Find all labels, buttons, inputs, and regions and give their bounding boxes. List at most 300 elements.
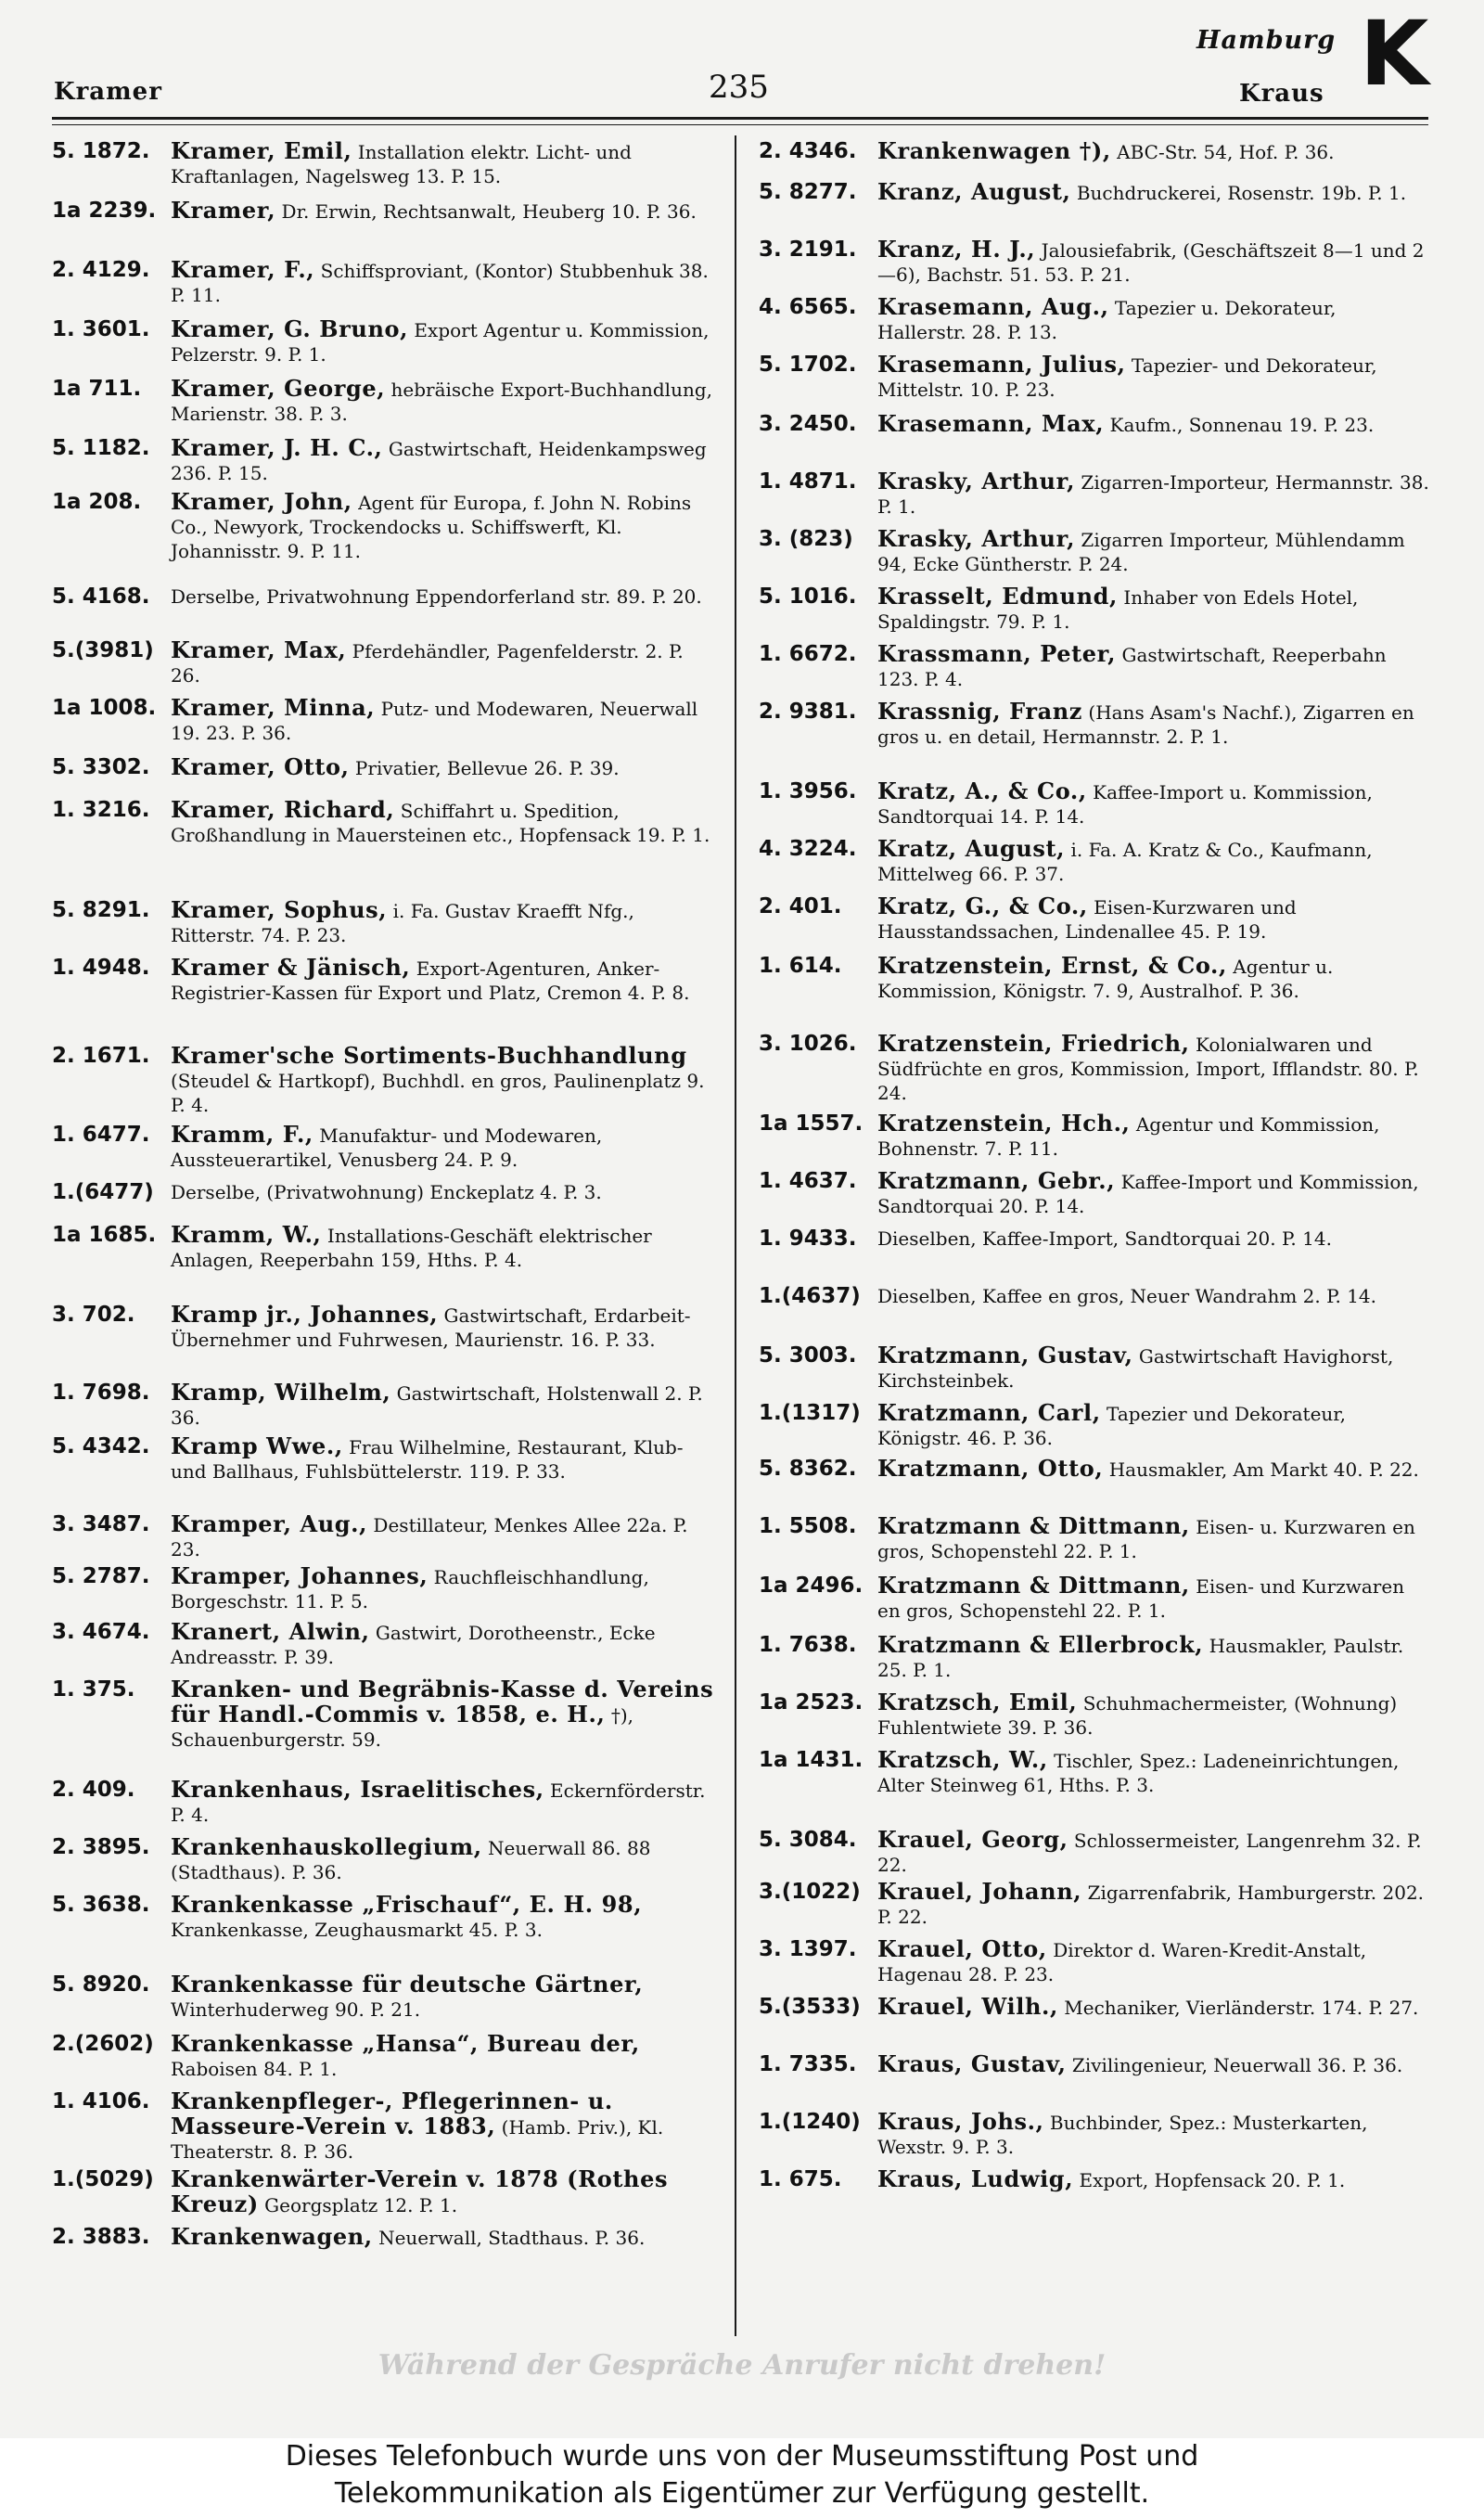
directory-entry bbox=[52, 2089, 714, 2164]
entry-name: Kratz, A., & Co., bbox=[877, 777, 1087, 804]
entry-details: Dr. Erwin, Rechtsanwalt, Heuberg 10. P. 36. bbox=[275, 200, 697, 223]
entry-details: Gastwirtschaft, Reeperbahn 123. P. 4. bbox=[877, 644, 1387, 690]
entry-details: Kaffee-Import und Kommission, Sandtorquai 20. P. 14. bbox=[877, 1171, 1419, 1217]
entry-name: Kramer, J. H. C., bbox=[171, 434, 383, 461]
entry-name: Kranert, Alwin, bbox=[171, 1618, 370, 1645]
directory-entry bbox=[759, 1828, 1430, 1877]
phone-number: 2. 409. bbox=[52, 1778, 135, 1802]
phone-number: 1.(5029) bbox=[52, 2167, 154, 2191]
entry-text bbox=[171, 585, 714, 609]
phone-number: 1. 4637. bbox=[759, 1169, 857, 1193]
directory-entry bbox=[759, 1343, 1430, 1393]
entry-name: Kramer, Richard, bbox=[171, 796, 395, 823]
entry-details: Schuhmachermeister, (Wohnung) Fuhlentwiete 39. P. 36. bbox=[877, 1692, 1398, 1739]
entry-name: Kramp jr., Johannes, bbox=[171, 1301, 439, 1328]
phone-number: 3. (823) bbox=[759, 527, 853, 551]
entry-name: Kratzenstein, Ernst, & Co., bbox=[877, 952, 1227, 979]
directory-entry bbox=[52, 1620, 714, 1669]
entry-text bbox=[877, 837, 1430, 886]
entry-name: Krankenwagen, bbox=[171, 2223, 373, 2250]
directory-entry bbox=[759, 837, 1430, 886]
entry-name: Kranz, H. J., bbox=[877, 236, 1036, 263]
entry-text bbox=[877, 1690, 1430, 1740]
phone-number: 3. 1026. bbox=[759, 1032, 857, 1056]
entry-details: Tapezier und Dekorateur, Königstr. 46. P. 36. bbox=[877, 1403, 1347, 1449]
directory-entry bbox=[52, 1835, 714, 1884]
header-rule bbox=[52, 117, 1428, 120]
phone-number: 1a 711. bbox=[52, 377, 142, 401]
entry-name: Krassnig, Franz bbox=[877, 698, 1083, 725]
phone-number: 1. 4871. bbox=[759, 469, 857, 494]
entry-text bbox=[171, 1044, 714, 1117]
phone-number: 1.(4637) bbox=[759, 1284, 861, 1308]
directory-entry bbox=[52, 1381, 714, 1430]
entry-details: Winterhuderweg 90. P. 21. bbox=[171, 1998, 421, 2021]
entry-name: Krasemann, Aug., bbox=[877, 293, 1109, 320]
entry-details: Dieselben, Kaffee en gros, Neuer Wandrahm 2. P. 14. bbox=[877, 1285, 1377, 1307]
directory-entry bbox=[52, 585, 714, 609]
phone-number: 2. 1671. bbox=[52, 1044, 150, 1068]
phone-number: 1.(6477) bbox=[52, 1180, 154, 1204]
phone-number: 3. 702. bbox=[52, 1303, 135, 1327]
directory-entry bbox=[52, 638, 714, 687]
directory-entry bbox=[52, 2032, 714, 2081]
entry-details: Manufaktur- und Modewaren, Aussteuerartikel, Venusberg 24. P. 9. bbox=[171, 1124, 603, 1171]
phone-number: 1a 1008. bbox=[52, 696, 157, 720]
phone-number: 3. 1397. bbox=[759, 1937, 857, 1961]
entry-name: Kraus, Gustav, bbox=[877, 2050, 1067, 2077]
phone-number: 5. 1182. bbox=[52, 436, 150, 460]
entry-text bbox=[877, 469, 1430, 519]
phone-number: 4. 6565. bbox=[759, 295, 857, 319]
phone-number: 1. 7698. bbox=[52, 1381, 150, 1405]
entry-details: Destillateur, Menkes Allee 22a. P. 23. bbox=[171, 1514, 688, 1561]
entry-details: Eisen-Kurzwaren und Hausstandssachen, Lindenallee 45. P. 19. bbox=[877, 896, 1297, 943]
directory-entry bbox=[52, 2167, 714, 2217]
entry-text bbox=[877, 779, 1430, 829]
entry-details: Gastwirtschaft, Holstenwall 2. P. 36. bbox=[171, 1382, 703, 1429]
entry-text bbox=[171, 638, 714, 687]
entry-details: Gastwirt, Dorotheenstr., Ecke Andreasstr. P. 39. bbox=[171, 1622, 656, 1668]
phone-number: 1. 5508. bbox=[759, 1514, 857, 1538]
entry-details: Raboisen 84. P. 1. bbox=[171, 2058, 338, 2080]
directory-entry bbox=[52, 1512, 714, 1561]
entry-text bbox=[877, 527, 1430, 576]
entry-name: Kramer, Otto, bbox=[171, 753, 350, 780]
directory-entry bbox=[759, 642, 1430, 691]
entry-text bbox=[877, 1880, 1430, 1929]
entry-text bbox=[877, 1111, 1430, 1161]
entry-text bbox=[877, 700, 1430, 749]
phone-number: 3. 4674. bbox=[52, 1620, 150, 1644]
entry-details: Eisen- u. Kurzwaren en gros, Schopenstehl 22. P. 1. bbox=[877, 1516, 1415, 1562]
entry-text bbox=[171, 377, 714, 426]
entry-text bbox=[171, 490, 714, 563]
entry-name: Kramer'sche Sortiments-Buchhandlung bbox=[171, 1042, 687, 1069]
entry-text bbox=[877, 1995, 1430, 2020]
entry-text bbox=[171, 1835, 714, 1884]
directory-entry bbox=[759, 1937, 1430, 1986]
phone-number: 5. 4342. bbox=[52, 1434, 150, 1458]
entry-details: Eisen- und Kurzwaren en gros, Schopenstehl 22. P. 1. bbox=[877, 1575, 1405, 1622]
entry-details: Neuerwall 86. 88 (Stadthaus). P. 36. bbox=[171, 1837, 651, 1883]
entry-details: Schiffahrt u. Spedition, Großhandlung in Mauersteinen etc., Hopfensack 19. P. 1. bbox=[171, 800, 710, 846]
entry-text bbox=[877, 1227, 1430, 1251]
entry-details: Export Agentur u. Kommission, Pelzerstr. 9. P. 1. bbox=[171, 319, 710, 366]
entry-text bbox=[171, 1303, 714, 1352]
phone-number: 1. 9433. bbox=[759, 1227, 857, 1251]
phone-number: 1.(1317) bbox=[759, 1401, 861, 1425]
directory-entry bbox=[759, 295, 1430, 344]
entry-details: Installations-Geschäft elektrischer Anlagen, Reeperbahn 159, Hths. P. 4. bbox=[171, 1225, 652, 1271]
phone-number: 1. 3601. bbox=[52, 317, 150, 341]
entry-text bbox=[171, 755, 714, 780]
phone-number: 2. 9381. bbox=[759, 700, 857, 724]
entry-text bbox=[877, 2167, 1430, 2192]
entry-text bbox=[877, 2052, 1430, 2077]
entry-text bbox=[171, 1564, 714, 1613]
phone-number: 3. 3487. bbox=[52, 1512, 150, 1536]
entry-details: Neuerwall, Stadthaus. P. 36. bbox=[372, 2227, 646, 2249]
entry-name: Krankenwagen †), bbox=[877, 137, 1111, 164]
entry-details: Rauchfleischhandlung, Borgeschstr. 11. P. 5. bbox=[171, 1566, 649, 1612]
entry-text bbox=[877, 238, 1430, 287]
entry-text bbox=[171, 139, 714, 188]
page-number: 235 bbox=[709, 69, 769, 106]
directory-entry bbox=[52, 1223, 714, 1272]
phone-number: 1a 2496. bbox=[759, 1574, 864, 1598]
entry-details: Zivilingenieur, Neuerwall 36. P. 36. bbox=[1066, 2054, 1403, 2076]
entry-details: Agentur und Kommission, Bohnenstr. 7. P. 11. bbox=[877, 1113, 1380, 1160]
entry-text bbox=[171, 2032, 714, 2081]
entry-details: †), Schauenburgerstr. 59. bbox=[171, 1704, 633, 1751]
entry-text bbox=[877, 1514, 1430, 1563]
entry-name: Kratzmann, Gustav, bbox=[877, 1342, 1133, 1368]
directory-entry bbox=[759, 1748, 1430, 1797]
entry-name: Kratzenstein, Hch., bbox=[877, 1110, 1131, 1137]
entry-details: Kaffee-Import u. Kommission, Sandtorquai 14. P. 14. bbox=[877, 781, 1373, 828]
entry-text bbox=[877, 295, 1430, 344]
phone-number: 1. 614. bbox=[759, 954, 842, 978]
phone-number: 1. 7335. bbox=[759, 2052, 857, 2076]
entry-name: Krankenpfleger-, Pflegerinnen- u. Masseure-Verein v. 1883, bbox=[171, 2088, 613, 2139]
entry-text bbox=[171, 436, 714, 485]
phone-number: 5.(3981) bbox=[52, 638, 154, 662]
entry-details: Kolonialwaren und Südfrüchte en gros, Kommission, Import, Ifflandstr. 80. P. 24. bbox=[877, 1034, 1419, 1104]
phone-number: 5. 3638. bbox=[52, 1893, 150, 1917]
footer-line-2: Telekommunikation als Eigentümer zur Verfügung gestellt. bbox=[334, 2477, 1150, 2510]
entry-details: Hausmakler, Am Markt 40. P. 22. bbox=[1103, 1458, 1419, 1481]
directory-entry bbox=[759, 954, 1430, 1003]
directory-entry bbox=[759, 412, 1430, 437]
phone-number: 3.(1022) bbox=[759, 1880, 861, 1904]
entry-details: Gastwirtschaft, Heidenkampsweg 236. P. 15. bbox=[171, 438, 707, 484]
entry-name: Krasemann, Julius, bbox=[877, 351, 1126, 378]
entry-name: Krauel, Georg, bbox=[877, 1826, 1068, 1853]
entry-details: Export-Agenturen, Anker-Registrier-Kassen für Export und Platz, Cremon 4. P. 8. bbox=[171, 957, 690, 1004]
entry-text bbox=[171, 1381, 714, 1430]
entry-text bbox=[877, 139, 1430, 164]
directory-entry bbox=[759, 2110, 1430, 2159]
entry-details: Agent für Europa, f. John N. Robins Co., Newyork, Trockendocks u. Schiffswerft, Kl. Johannisstr. 9. P. 11. bbox=[171, 492, 692, 562]
entry-text bbox=[171, 1972, 714, 2022]
entry-details: (Steudel & Hartkopf), Buchhdl. en gros, Paulinenplatz 9. P. 4. bbox=[171, 1070, 705, 1116]
directory-entry bbox=[52, 1434, 714, 1484]
entry-name: Kratzsch, W., bbox=[877, 1746, 1048, 1773]
entry-text bbox=[877, 1457, 1430, 1482]
entry-details: Hausmakler, Paulstr. 25. P. 1. bbox=[877, 1635, 1404, 1681]
entry-text bbox=[877, 1937, 1430, 1986]
directory-entry bbox=[759, 238, 1430, 287]
directory-entry bbox=[52, 1778, 714, 1827]
entry-text bbox=[171, 1223, 714, 1272]
phone-number: 5. 8291. bbox=[52, 898, 150, 922]
entry-details: Mechaniker, Vierländerstr. 174. P. 27. bbox=[1057, 1997, 1419, 2019]
directory-entry bbox=[52, 798, 714, 847]
entry-details: ABC-Str. 54, Hof. P. 36. bbox=[1110, 141, 1335, 163]
directory-entry bbox=[759, 779, 1430, 829]
entry-text bbox=[171, 1893, 714, 1942]
entry-details: Schiffsproviant, (Kontor) Stubbenhuk 38. P. 11. bbox=[171, 260, 709, 306]
phone-number: 2. 4346. bbox=[759, 139, 857, 163]
entry-details: Gastwirtschaft, Erdarbeit-Übernehmer und Fuhrwesen, Maurienstr. 16. P. 33. bbox=[171, 1304, 691, 1351]
directory-entry bbox=[52, 898, 714, 947]
entry-text bbox=[171, 2167, 714, 2217]
entry-details: Privatier, Bellevue 26. P. 39. bbox=[349, 757, 620, 779]
header-right-guide-word: Kraus bbox=[1239, 80, 1324, 108]
entry-text bbox=[877, 1574, 1430, 1623]
entry-text bbox=[877, 1633, 1430, 1682]
phone-number: 1.(1240) bbox=[759, 2110, 861, 2134]
directory-entry bbox=[52, 1893, 714, 1942]
column-divider bbox=[735, 135, 736, 2336]
header-left-guide-word: Kramer bbox=[54, 78, 162, 106]
phone-number: 5. 1016. bbox=[759, 585, 857, 609]
phone-number: 2. 3883. bbox=[52, 2225, 150, 2249]
entry-text bbox=[171, 1620, 714, 1669]
entry-text bbox=[877, 180, 1430, 205]
entry-name: Kramm, F., bbox=[171, 1121, 313, 1148]
entry-details: Schlossermeister, Langenrehm 32. P. 22. bbox=[877, 1830, 1422, 1876]
entry-name: Kramper, Aug., bbox=[171, 1510, 368, 1537]
phone-number: 1a 1431. bbox=[759, 1748, 864, 1772]
entry-name: Kramer, Emil, bbox=[171, 137, 352, 164]
entry-text bbox=[171, 798, 714, 847]
directory-entry bbox=[759, 585, 1430, 634]
directory-entry bbox=[759, 1111, 1430, 1161]
directory-entry bbox=[759, 353, 1430, 402]
phone-number: 5. 3084. bbox=[759, 1828, 857, 1852]
footer-credit bbox=[0, 2438, 1484, 2518]
header-rule-thin bbox=[52, 124, 1428, 125]
entry-details: Derselbe, Privatwohnung Eppendorferland str. 89. P. 20. bbox=[171, 585, 702, 608]
entry-name: Krankenhaus, Israelitisches, bbox=[171, 1776, 544, 1803]
entry-name: Kramer, F., bbox=[171, 256, 315, 283]
entry-name: Kranz, August, bbox=[877, 178, 1071, 205]
entry-name: Krasemann, Max, bbox=[877, 410, 1105, 437]
entry-name: Kratz, August, bbox=[877, 835, 1066, 862]
phone-number: 3. 2450. bbox=[759, 412, 857, 436]
entry-name: Krankenkasse „Frischauf“, E. H. 98, bbox=[171, 1891, 643, 1918]
entry-details: Direktor d. Waren-Kredit-Anstalt, Hagenau 28. P. 23. bbox=[877, 1939, 1367, 1985]
entry-details: Jalousiefabrik, (Geschäftszeit 8—1 und 2—6), Bachstr. 51. 53. P. 21. bbox=[877, 239, 1425, 286]
entry-details: Export, Hopfensack 20. P. 1. bbox=[1073, 2169, 1346, 2191]
directory-entry bbox=[759, 1284, 1430, 1308]
entry-name: Kramer, bbox=[171, 197, 276, 224]
entry-details: Putz- und Modewaren, Neuerwall 19. 23. P. 36. bbox=[171, 698, 698, 744]
entry-details: Georgsplatz 12. P. 1. bbox=[258, 2194, 458, 2216]
entry-text bbox=[171, 1778, 714, 1827]
phone-number: 1a 2523. bbox=[759, 1690, 864, 1715]
entry-text bbox=[877, 1284, 1430, 1308]
entry-name: Kraus, Johs., bbox=[877, 2108, 1044, 2135]
entry-text bbox=[171, 1123, 714, 1172]
directory-entry bbox=[52, 2225, 714, 2250]
phone-number: 5. 3302. bbox=[52, 755, 150, 779]
phone-number: 2.(2602) bbox=[52, 2032, 154, 2056]
entry-text bbox=[877, 642, 1430, 691]
entry-details: Tapezier- und Dekorateur, Mittelstr. 10. P. 23. bbox=[877, 354, 1377, 401]
entry-name: Kramer, Sophus, bbox=[171, 896, 388, 923]
phone-number: 2. 401. bbox=[759, 894, 842, 919]
phone-number: 1a 1685. bbox=[52, 1223, 157, 1247]
entry-text bbox=[877, 1748, 1430, 1797]
entry-name: Kramm, W., bbox=[171, 1221, 322, 1248]
directory-entry bbox=[759, 1457, 1430, 1482]
directory-entry bbox=[759, 1032, 1430, 1105]
entry-details: Krankenkasse, Zeughausmarkt 45. P. 3. bbox=[171, 1919, 543, 1941]
entry-text bbox=[171, 898, 714, 947]
phone-number: 1. 3216. bbox=[52, 798, 150, 822]
entry-name: Kraus, Ludwig, bbox=[877, 2165, 1074, 2192]
directory-entry bbox=[52, 1564, 714, 1613]
phone-number: 5. 2787. bbox=[52, 1564, 150, 1588]
entry-text bbox=[171, 1434, 714, 1484]
phone-number: 1. 4948. bbox=[52, 956, 150, 980]
entry-text bbox=[171, 2089, 714, 2164]
entry-text bbox=[877, 1401, 1430, 1450]
entry-details: Derselbe, (Privatwohnung) Enckeplatz 4. P. 3. bbox=[171, 1181, 602, 1203]
directory-entry bbox=[52, 1677, 714, 1752]
phone-number: 1a 208. bbox=[52, 490, 142, 514]
phone-number: 5. 8362. bbox=[759, 1457, 857, 1481]
phone-number: 1. 6672. bbox=[759, 642, 857, 666]
entry-text bbox=[171, 199, 714, 224]
entry-text bbox=[877, 1828, 1430, 1877]
directory-entry bbox=[52, 139, 714, 188]
entry-details: hebräische Export-Buchhandlung, Marienstr. 38. P. 3. bbox=[171, 379, 712, 425]
directory-entry bbox=[52, 1972, 714, 2022]
entry-name: Krassmann, Peter, bbox=[877, 640, 1117, 667]
entry-text bbox=[877, 1343, 1430, 1393]
entry-name: Kratzmann, Carl, bbox=[877, 1399, 1101, 1426]
directory-entry bbox=[52, 1303, 714, 1352]
entry-name: Kramp, Wilhelm, bbox=[171, 1379, 391, 1406]
entry-name: Kramper, Johannes, bbox=[171, 1562, 429, 1589]
directory-entry bbox=[759, 1227, 1430, 1251]
entry-name: Kratzenstein, Friedrich, bbox=[877, 1030, 1190, 1057]
footer-line-1: Dieses Telefonbuch wurde uns von der Museumsstiftung Post und bbox=[285, 2440, 1199, 2473]
entry-name: Krauel, Johann, bbox=[877, 1878, 1082, 1905]
directory-entry bbox=[52, 956, 714, 1005]
entry-name: Kramer & Jänisch, bbox=[171, 954, 411, 981]
entry-text bbox=[877, 585, 1430, 634]
entry-name: Kramer, John, bbox=[171, 488, 352, 515]
directory-entry bbox=[759, 527, 1430, 576]
phone-number: 1a 2239. bbox=[52, 199, 157, 223]
phone-number: 1. 3956. bbox=[759, 779, 857, 803]
entry-name: Krankenhauskollegium, bbox=[171, 1833, 482, 1860]
phone-number: 2. 3895. bbox=[52, 1835, 150, 1859]
phone-number: 1. 4106. bbox=[52, 2089, 150, 2113]
entry-details: Eckernförderstr. P. 4. bbox=[171, 1779, 706, 1826]
entry-name: Kratzmann & Ellerbrock, bbox=[877, 1631, 1204, 1658]
entry-details: Frau Wilhelmine, Restaurant, Klub- und Ballhaus, Fuhlsbüttelerstr. 119. P. 33. bbox=[171, 1436, 684, 1483]
phone-number: 1a 1557. bbox=[759, 1111, 864, 1136]
entry-name: Krasky, Arthur, bbox=[877, 468, 1076, 495]
entry-details: i. Fa. A. Kratz & Co., Kaufmann, Mittelweg 66. P. 37. bbox=[877, 839, 1373, 885]
directory-entry bbox=[759, 1880, 1430, 1929]
entry-text bbox=[877, 894, 1430, 944]
phone-number: 3. 2191. bbox=[759, 238, 857, 262]
entry-name: Krankenkasse für deutsche Gärtner, bbox=[171, 1971, 644, 1998]
entry-name: Kramer, Max, bbox=[171, 636, 347, 663]
entry-text bbox=[171, 1512, 714, 1561]
entry-details: Dieselben, Kaffee-Import, Sandtorquai 20. P. 14. bbox=[877, 1227, 1332, 1250]
entry-name: Kratz, G., & Co., bbox=[877, 893, 1088, 919]
directory-entry bbox=[759, 1995, 1430, 2020]
entry-details: i. Fa. Gustav Kraefft Nfg., Ritterstr. 74. P. 23. bbox=[171, 900, 634, 946]
entry-details: Zigarren-Importeur, Hermannstr. 38. P. 1. bbox=[877, 471, 1429, 518]
entry-name: Kratzmann & Dittmann, bbox=[877, 1572, 1190, 1599]
entry-name: Kratzmann, Gebr., bbox=[877, 1167, 1116, 1194]
entry-text bbox=[877, 954, 1430, 1003]
entry-text bbox=[171, 258, 714, 307]
directory-entry bbox=[52, 755, 714, 780]
entry-text bbox=[877, 2110, 1430, 2159]
header-city: Hamburg bbox=[1196, 26, 1337, 55]
entry-details: Buchdruckerei, Rosenstr. 19b. P. 1. bbox=[1070, 182, 1407, 204]
directory-entry bbox=[52, 490, 714, 563]
phone-number: 5.(3533) bbox=[759, 1995, 861, 2019]
phone-number: 1. 675. bbox=[759, 2167, 842, 2191]
entry-text bbox=[171, 1180, 714, 1204]
entry-details: (Hans Asam's Nachf.), Zigarren en gros u. en detail, Hermannstr. 2. P. 1. bbox=[877, 701, 1414, 748]
phone-number: 2. 4129. bbox=[52, 258, 150, 282]
phone-number: 1. 7638. bbox=[759, 1633, 857, 1657]
entry-details: Tapezier u. Dekorateur, Hallerstr. 28. P. 13. bbox=[877, 297, 1337, 343]
entry-name: Kranken- und Begräbnis-Kasse d. Vereins für Handl.-Commis v. 1858, e. H., bbox=[171, 1676, 714, 1728]
entry-name: Kramp Wwe., bbox=[171, 1432, 343, 1459]
entry-details: Zigarrenfabrik, Hamburgerstr. 202. P. 22. bbox=[877, 1882, 1425, 1928]
entry-name: Kramer, George, bbox=[171, 375, 386, 402]
entry-name: Krasky, Arthur, bbox=[877, 525, 1076, 552]
directory-entry bbox=[759, 1633, 1430, 1682]
entry-text bbox=[877, 1169, 1430, 1218]
entry-text bbox=[171, 696, 714, 745]
directory-entry bbox=[759, 180, 1430, 205]
phone-number: 5. 8277. bbox=[759, 180, 857, 204]
entry-details: Buchbinder, Spez.: Musterkarten, Wexstr. 9. P. 3. bbox=[877, 2112, 1368, 2158]
directory-entry bbox=[52, 317, 714, 366]
entry-details: Zigarren Importeur, Mühlendamm 94, Ecke Güntherstr. P. 24. bbox=[877, 529, 1405, 575]
entry-name: Krasselt, Edmund, bbox=[877, 583, 1118, 610]
phone-number: 5. 4168. bbox=[52, 585, 150, 609]
phone-number: 5. 8920. bbox=[52, 1972, 150, 1997]
directory-entry bbox=[52, 436, 714, 485]
entry-details: Gastwirtschaft Havighorst, Kirchsteinbek. bbox=[877, 1345, 1394, 1392]
directory-entry bbox=[52, 1044, 714, 1117]
